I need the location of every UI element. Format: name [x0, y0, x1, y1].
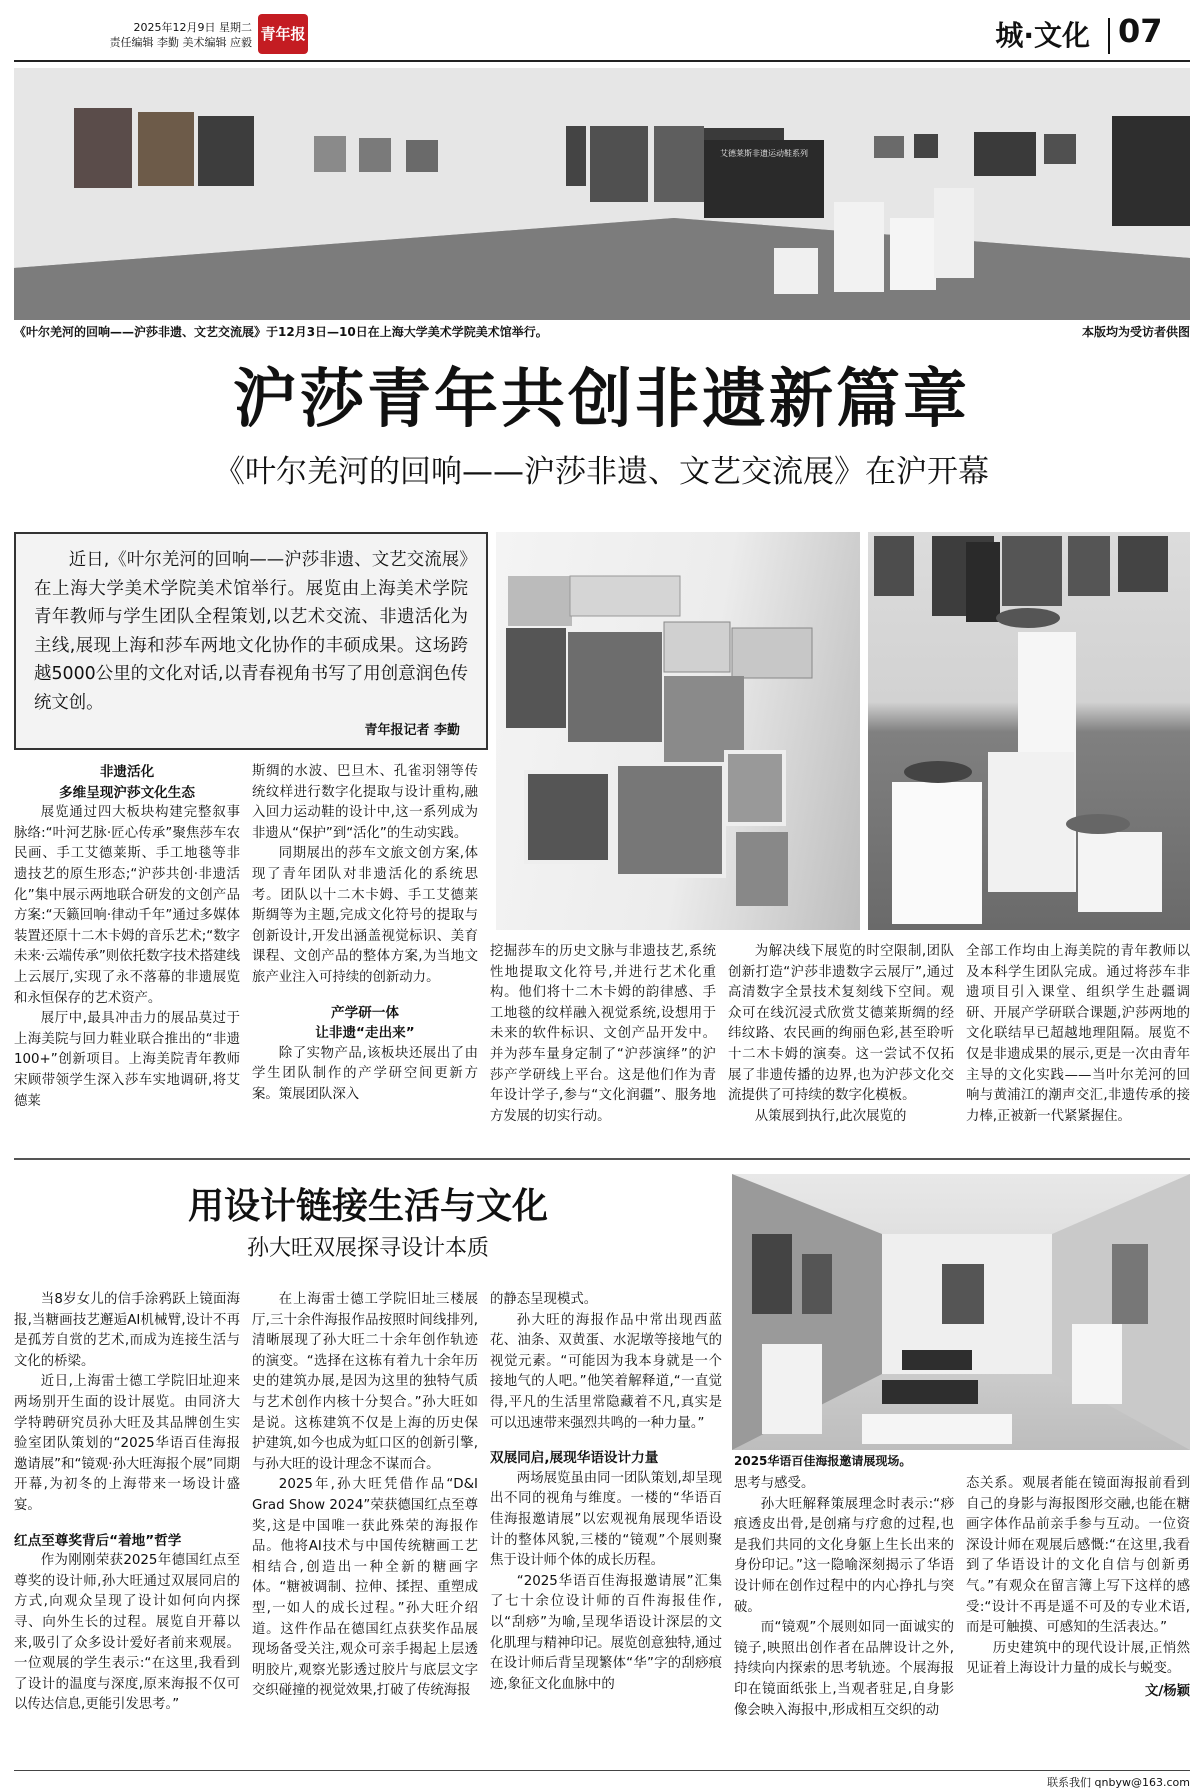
article1-paragraph: 挖掘莎车的历史文脉与非遗技艺,系统性地提取文化符号,并进行艺术化重构。他们将十二木卡姆的韵律感、手工地毯的纹样融入视觉系统,设想用于未来的软件标识、文创产品开发中。并为莎车量身定制了“沪莎演绎”的沪莎产学研线上平台。这是他们作为青年设计学子,参与“文化润疆”、服务地方发展的切实行动。 [490, 944, 716, 1124]
article2-paragraph: 作为刚刚荣获2025年德国红点至尊奖的设计师,孙大旺通过双展同启的方式,向观众呈现了设计如何向内探寻、向外生长的过程。展览自开幕以来,吸引了众多设计爱好者前来观展。一位观展的学生表示:“在这里,我看到了设计的温度与深度,原来海报不仅可以传达信息,更能引发思考。” [14, 1553, 240, 1713]
article2-paragraph: 的静态呈现模式。 [490, 1292, 598, 1307]
photo-credit: 本版均为受访者供图 [1081, 325, 1190, 339]
article2-subheadline: 孙大旺双展探寻设计本质 [246, 1236, 489, 1261]
article2-paragraph: “2025华语百佳海报邀请展”汇集了七十余位设计师的百件海报佳作,以“刮痧”为喻,呈现华语设计深层的文化肌理与精神印记。展览创意独特,通过在设计师后背呈现繁体“华”字的刮痧痕迹,象征文化血脉中的 [490, 1573, 722, 1692]
section-name: 城·文化 [995, 19, 1090, 52]
footer-rule [14, 1770, 1190, 1771]
article1-subhead-2a: 产学研一体 [331, 1004, 399, 1021]
article2-subhead-2: 双展同启,展现华语设计力量 [490, 1450, 659, 1467]
date-line: 2025年12月9日 星期二 [133, 21, 252, 34]
design-boards-scene [496, 532, 860, 930]
footer-contact: 联系我们 qnbyw@163.com [1047, 1776, 1190, 1789]
top-photo-caption: 《叶尔羌河的回响——沪莎非遗、文艺交流展》于12月3日—10日在上海大学美术学院美术馆举行。 [14, 325, 548, 339]
article2-paragraph: 在上海雷士德工学院旧址三楼展厅,三十余件海报作品按照时间线排列,清晰展现了孙大旺二十余年创作轨迹的演变。“选择在这栋有着九十余年历史的建筑办展,是因为这里的独特气质与艺术创作内核十分契合。”孙大旺如是说。这栋建筑不仅是上海的历史保护建筑,如今也成为虹口区的创新引擎,与孙大旺的设计理念不谋而合。 [252, 1292, 478, 1472]
article1-subheadline: 《叶尔羌河的回响——沪莎非遗、文艺交流展》在沪开幕 [214, 454, 989, 490]
article2-paragraph: 2025年,孙大旺凭借作品“D&I Grad Show 2024”荣获德国红点至尊奖,这是中国唯一获此殊荣的海报作品。他将AI技术与中国传统糖画工艺相结合,创造出一种全新的糖画字体。“糖被调制、拉伸、揉捏、重塑成型,一如人的成长过程。”孙大旺介绍道。这件作品在德国红点获奖作品展现场备受关注,观众可亲手揭起上层透明胶片,观察光影透过胶片与底层文字交织碰撞的视觉效果,打破了传统海报 [252, 1477, 478, 1699]
article2-paragraph: 两场展览虽由同一团队策划,却呈现出不同的视角与维度。一楼的“华语百佳海报邀请展”以宏观视角展现华语设计的整体风貌,三楼的“镜观”个展则聚焦于设计师个体的成长历程。 [490, 1470, 722, 1569]
exhibition-board: 艾德莱斯非遗运动鞋系列 [704, 140, 824, 218]
article1-column-3 [490, 942, 716, 1127]
poster-exhibition-scene [732, 1174, 1190, 1450]
article2-column-5 [966, 1474, 1190, 1703]
article1-column-2 [252, 762, 478, 1106]
article1-column-4 [728, 942, 954, 1127]
sneaker-display-scene [868, 532, 1190, 930]
article1-paragraph: 展厅中,最具冲击力的展品莫过于上海美院与回力鞋业联合推出的“非遗100+”创新项目。上海美院青年教师宋顾带领学生深入莎车实地调研,将艾德莱 [14, 1011, 240, 1109]
article2-column-2 [252, 1290, 478, 1702]
article1-headline: 沪莎青年共创非遗新篇章 [233, 363, 970, 437]
design-boards-photo [496, 532, 860, 930]
article2-column-4 [734, 1474, 954, 1721]
lead-byline: 青年报记者 李勤 [364, 723, 460, 738]
article1-paragraph: 同期展出的莎车文旅文创方案,体现了青年团队对非遗活化的系统思考。团队以十二木卡姆、手工艾德莱斯绸等为主题,完成文化符号的提取与创新设计,开发出涵盖视觉标识、美育课程、文创产品的整体方案,为当地文旅产业注入可持续的创新动力。 [252, 846, 478, 985]
article2-paragraph: 态关系。观展者能在镜面海报前看到自己的身影与海报图形交融,也能在糖画字体作品前亲手参与互动。一位资深设计师在观展后感慨:“在这里,我看到了华语设计的文化自信与创新勇气。”有观众在留言簿上写下这样的感受:“设计不再是遥不可及的专业术语,而是可触摸、可感知的生活表达。” [966, 1476, 1190, 1636]
article1-column-5 [966, 942, 1190, 1127]
article2-paragraph: 孙大旺的海报作品中常出现西蓝花、油条、双黄蛋、水泥墩等接地气的视觉元素。“可能因为我本身就是一个接地气的人吧。”他笑着解释道,“一直觉得,平凡的生活里常隐藏着不凡,真实是可以迅速带来强烈共鸣的一种力量。” [490, 1312, 722, 1431]
article1-paragraph: 全部工作均由上海美院的青年教师以及本科学生团队完成。通过将莎车非遗项目引入课堂、组织学生赴疆调研、开展产学研联合课题,沪莎两地的文化联结早已超越地理阻隔。展览不仅是非遗成果的展示,更是一次由青年主导的文化实践——当叶尔羌河的回响与黄浦江的潮声交汇,非遗传承的接力棒,正被新一代紧紧握住。 [966, 944, 1190, 1124]
poster-exhibition-photo [732, 1174, 1190, 1450]
lead-text: 近日,《叶尔羌河的回响——沪莎非遗、文艺交流展》在上海大学美术学院美术馆举行。展览由上海美术学院青年教师与学生团队全程策划,以艺术交流、非遗活化为主线,展现上海和莎车两地文化协作的丰硕成果。这场跨越5000公里的文化对话,以青春视角书写了用创意润色传统文创。 [34, 550, 468, 713]
article2-byline: 文/杨颖 [1144, 1683, 1190, 1699]
article2-paragraph: 孙大旺解释策展理念时表示:“痧痕透皮出骨,是创痛与疗愈的过程,也是我们共同的文化身躯上生长出来的身份印记。”这一隐喻深刻揭示了华语设计师在创作过程中的内心挣扎与突破。 [734, 1496, 954, 1615]
article1-subhead-1b: 多维呈现沪莎文化生态 [59, 784, 195, 801]
article2-paragraph: 历史建筑中的现代设计展,正悄然见证着上海设计力量的成长与蜕变。 [966, 1640, 1190, 1677]
gallery-hall-photo [14, 68, 1190, 320]
article2-paragraph: 当8岁女儿的信手涂鸦跃上镜面海报,当糖画技艺邂逅AI机械臂,设计不再是孤芳自赏的艺术,而成为连接生活与文化的桥梁。 [14, 1292, 240, 1369]
lead-box [14, 532, 488, 750]
article2-headline: 用设计链接生活与文化 [187, 1186, 548, 1227]
poster-photo-caption: 2025华语百佳海报邀请展现场。 [734, 1454, 912, 1468]
article2-column-3 [490, 1290, 722, 1695]
gallery-scene [14, 68, 1190, 320]
article1-subhead-1a: 非遗活化 [99, 764, 155, 780]
page-number: 07 [1118, 12, 1163, 50]
article2-column-1 [14, 1290, 240, 1716]
article1-paragraph: 除了实物产品,该板块还展出了由学生团队制作的产学研空间更新方案。策展团队深入 [252, 1045, 478, 1102]
article1-subhead-2b: 让非遗“走出来” [315, 1025, 415, 1042]
article2-paragraph: 而“镜观”个展则如同一面诚实的镜子,映照出创作者在品牌设计之外,持续向内探索的思考轨迹。个展海报印在镜面纸张上,当观者驻足,自身影像会映入海报中,形成相互交织的动 [734, 1620, 954, 1718]
article1-paragraph: 展览通过四大板块构建完整叙事脉络:“叶河艺脉·匠心传承”聚焦莎车农民画、手工艾德莱斯、手工地毯等非遗技艺的原生形态;“沪莎共创·非遗活化”集中展示两地联合研发的文创产品方案:“天籁回响·律动千年”通过多媒体装置还原十二木卡姆的音乐艺术;“数字未来·云端传承”则依托数字技术搭建线上云展厅,实现了永不落幕的非遗展览和永恒保存的艺术资产。 [14, 805, 240, 1006]
article-divider [14, 1158, 1190, 1160]
article2-paragraph: 近日,上海雷士德工学院旧址迎来两场别开生面的设计展览。由同济大学特聘研究员孙大旺及其品牌创生实验室团队策划的“2025华语百佳海报邀请展”和“镜观·孙大旺海报个展”同期开幕,为初冬的上海带来一场设计盛宴。 [14, 1374, 240, 1513]
article1-paragraph: 从策展到执行,此次展览的 [754, 1108, 907, 1124]
article1-paragraph: 斯绸的水波、巴旦木、孔雀羽翎等传统纹样进行数字化提取与设计重构,融入回力运动鞋的设计中,这一系列成为非遗从“保护”到“活化”的生动实践。 [252, 764, 478, 841]
header-rule [14, 60, 1190, 62]
section-divider [1108, 18, 1110, 54]
article1-column-1 [14, 762, 240, 1112]
article1-paragraph: 为解决线下展览的时空限制,团队创新打造“沪莎非遗数字云展厅”,通过高清数字全景技术复刻线下空间。观众可在线沉浸式欣赏艾德莱斯绸的经纬纹路、农民画的绚丽色彩,甚至聆听十二木卡姆的演奏。这一尝试不仅拓展了非遗传播的边界,也为沪莎文化交流提供了可持续的数字化模板。 [728, 944, 954, 1104]
article2-subhead-1: 红点至尊奖背后“着地”哲学 [14, 1532, 182, 1549]
sneaker-display-photo [868, 532, 1190, 930]
newspaper-logo: 青年报 [258, 14, 308, 54]
editors-line: 责任编辑 李勤 美术编辑 应毅 [109, 36, 252, 49]
article2-paragraph: 思考与感受。 [734, 1476, 815, 1491]
